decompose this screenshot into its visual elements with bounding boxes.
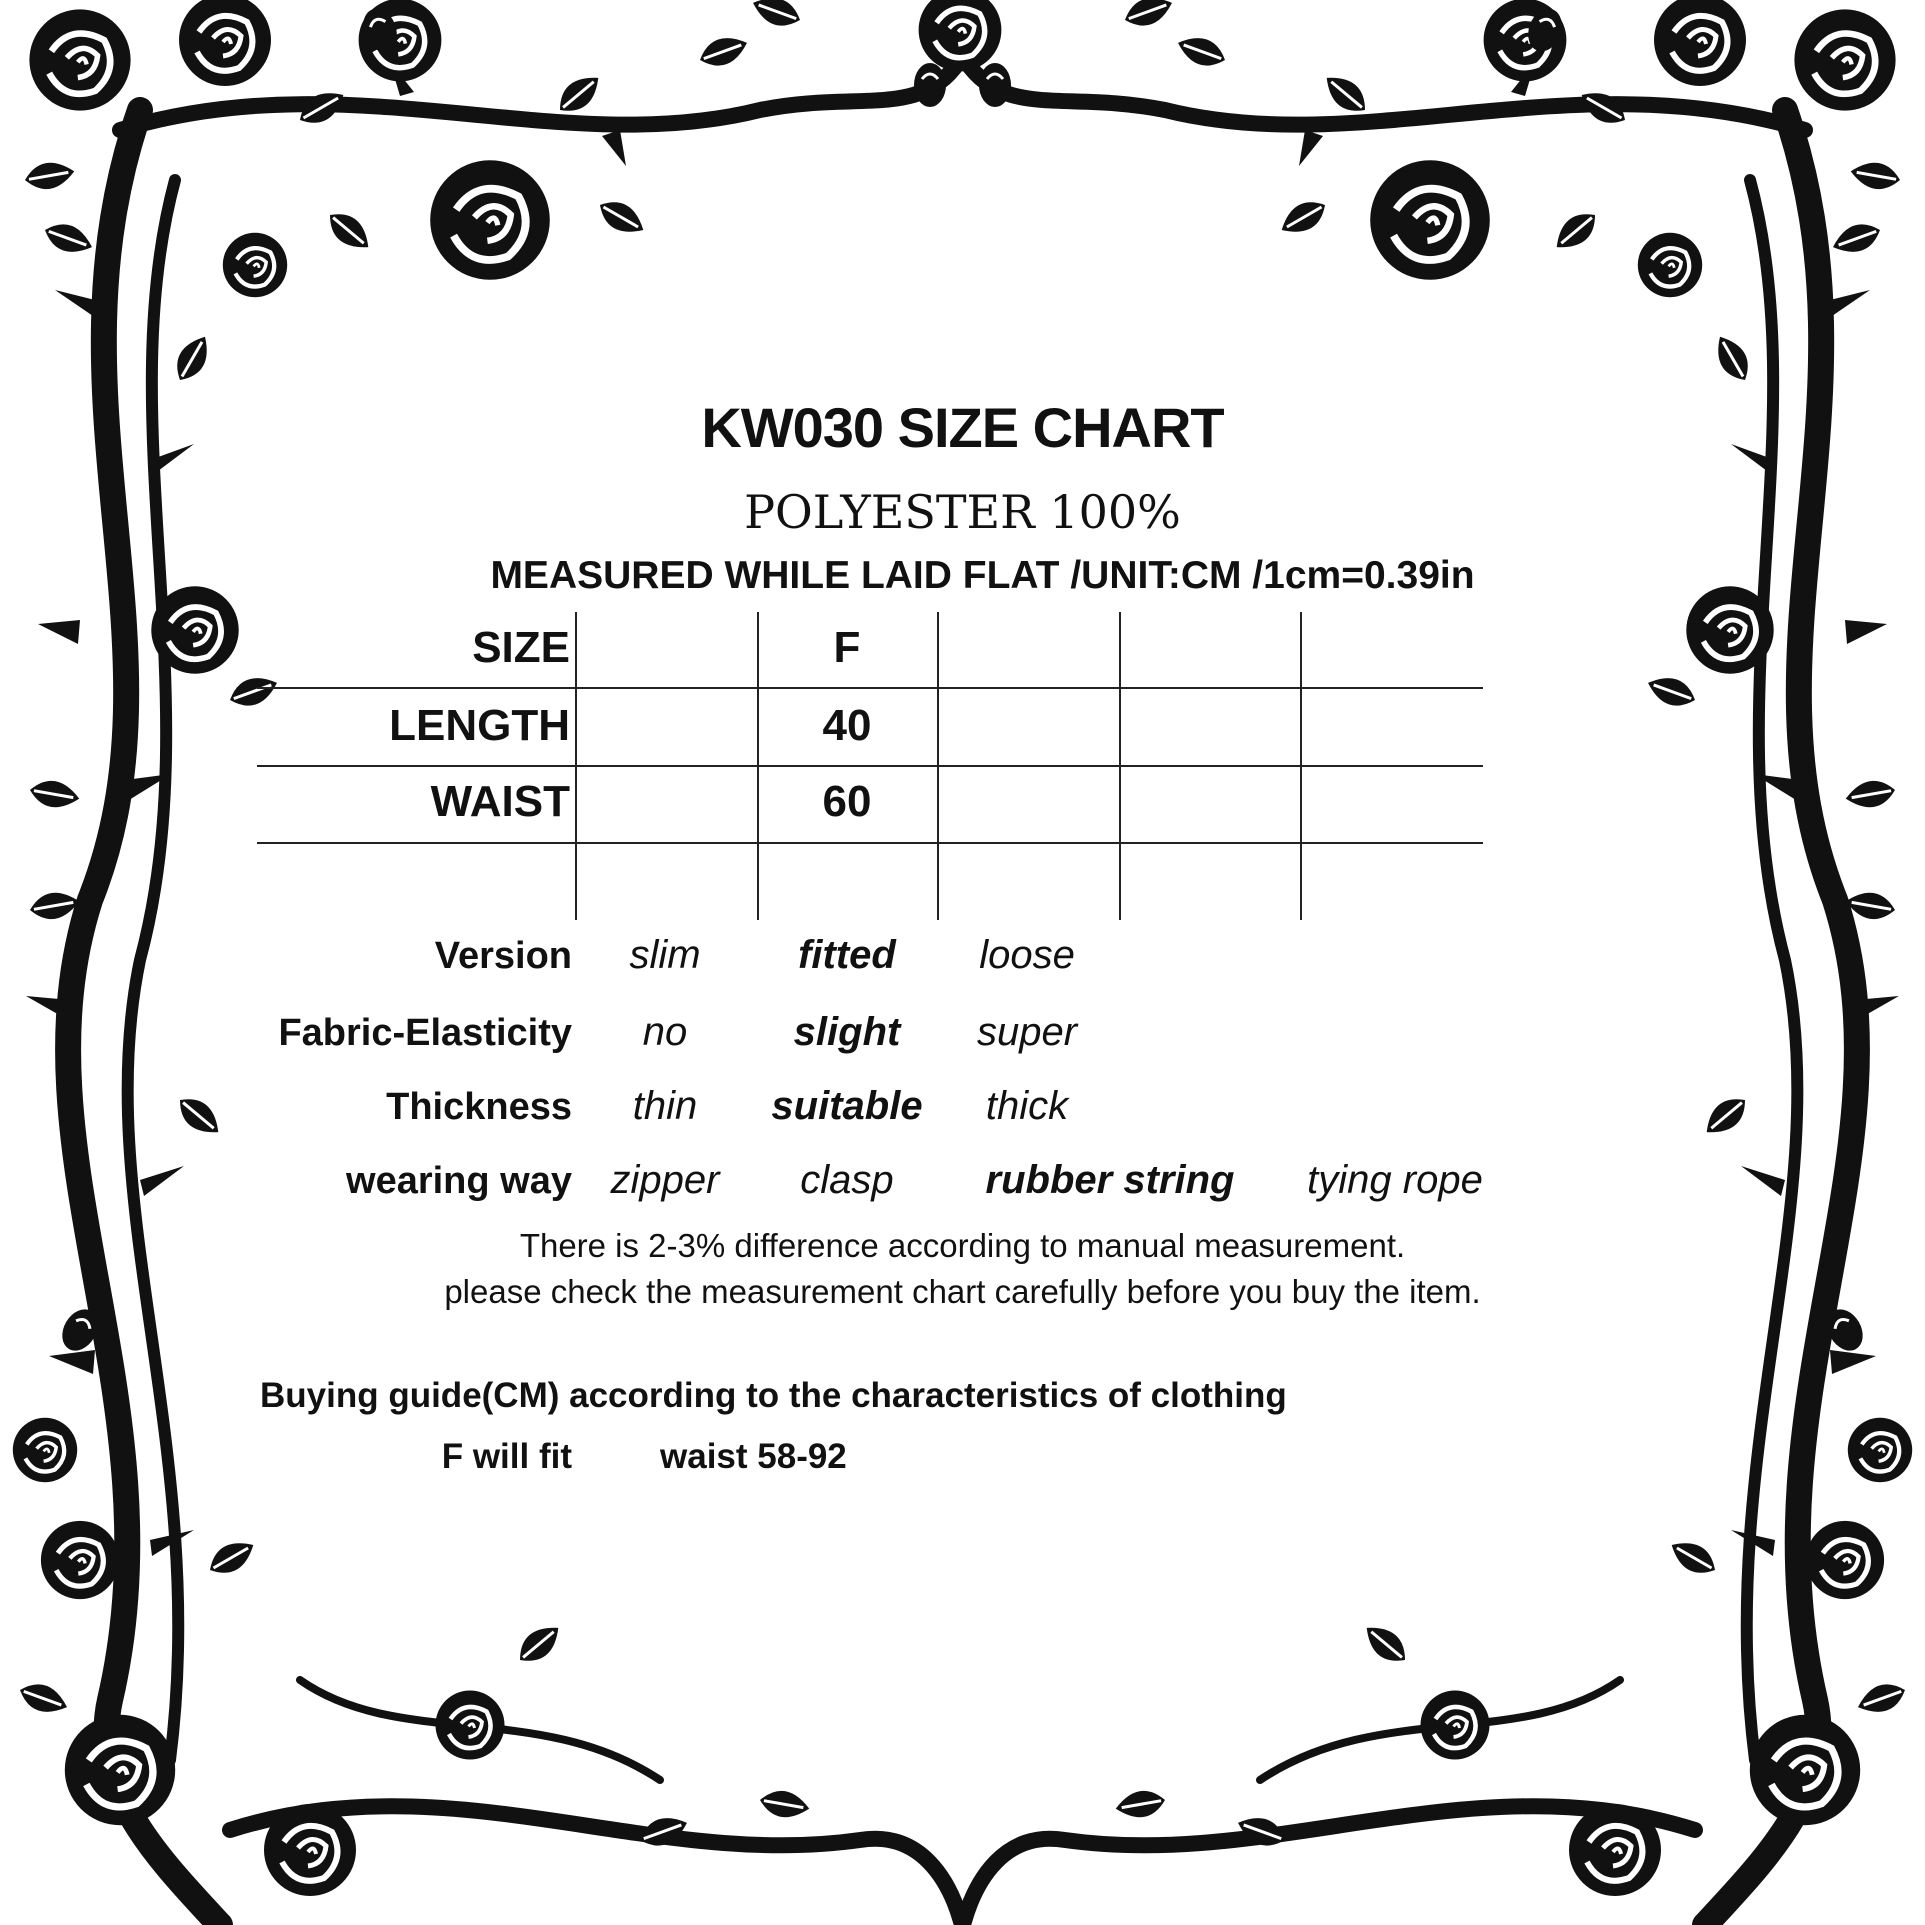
buying-guide-title: Buying guide(CM) according to the characteristics of clothing — [260, 1376, 1287, 1415]
table-column-divider — [1119, 612, 1121, 920]
option-zipper: zipper — [610, 1158, 720, 1202]
attribute-label-wearing-way: wearing way — [346, 1160, 572, 1202]
option-suitable-selected: suitable — [771, 1084, 923, 1128]
table-cell: 40 — [822, 701, 872, 750]
buying-guide-size: F will fit — [441, 1437, 572, 1476]
table-row-label: LENGTH — [389, 701, 570, 750]
option-super: super — [976, 1010, 1078, 1054]
option-thin: thin — [632, 1084, 698, 1128]
attribute-label-version: Version — [434, 935, 572, 977]
table-cell: 60 — [822, 777, 872, 826]
option-clasp: clasp — [800, 1158, 894, 1202]
table-column-divider — [1300, 612, 1302, 920]
option-slim: slim — [629, 933, 701, 977]
table-column-divider — [937, 612, 939, 920]
option-thick: thick — [985, 1084, 1069, 1128]
table-row-label: SIZE — [472, 623, 570, 672]
disclaimer-line-1: There is 2-3% difference according to manual measurement. — [519, 1227, 1406, 1264]
measurement-note: MEASURED WHILE LAID FLAT /UNIT:CM /1cm=0.39in — [490, 554, 1475, 597]
disclaimer-line-2: please check the measurement chart carefully before you buy the item. — [444, 1273, 1481, 1310]
attribute-label-fabric-elasticity: Fabric-Elasticity — [278, 1012, 572, 1054]
attribute-label-thickness: Thickness — [386, 1086, 572, 1128]
option-tying-rope: tying rope — [1307, 1158, 1483, 1202]
material-label: POLYESTER 100% — [744, 485, 1181, 539]
table-row-label: WAIST — [430, 777, 570, 826]
option-fitted-selected: fitted — [798, 933, 896, 977]
page-title: KW030 SIZE CHART — [701, 396, 1224, 459]
table-column-divider — [575, 612, 577, 920]
option-slight-selected: slight — [793, 1010, 901, 1054]
table-cell: F — [833, 623, 861, 672]
option-rubber-string-selected: rubber string — [985, 1158, 1235, 1202]
buying-guide-value: waist 58-92 — [660, 1437, 847, 1476]
option-no: no — [642, 1010, 688, 1054]
option-loose: loose — [979, 933, 1075, 977]
